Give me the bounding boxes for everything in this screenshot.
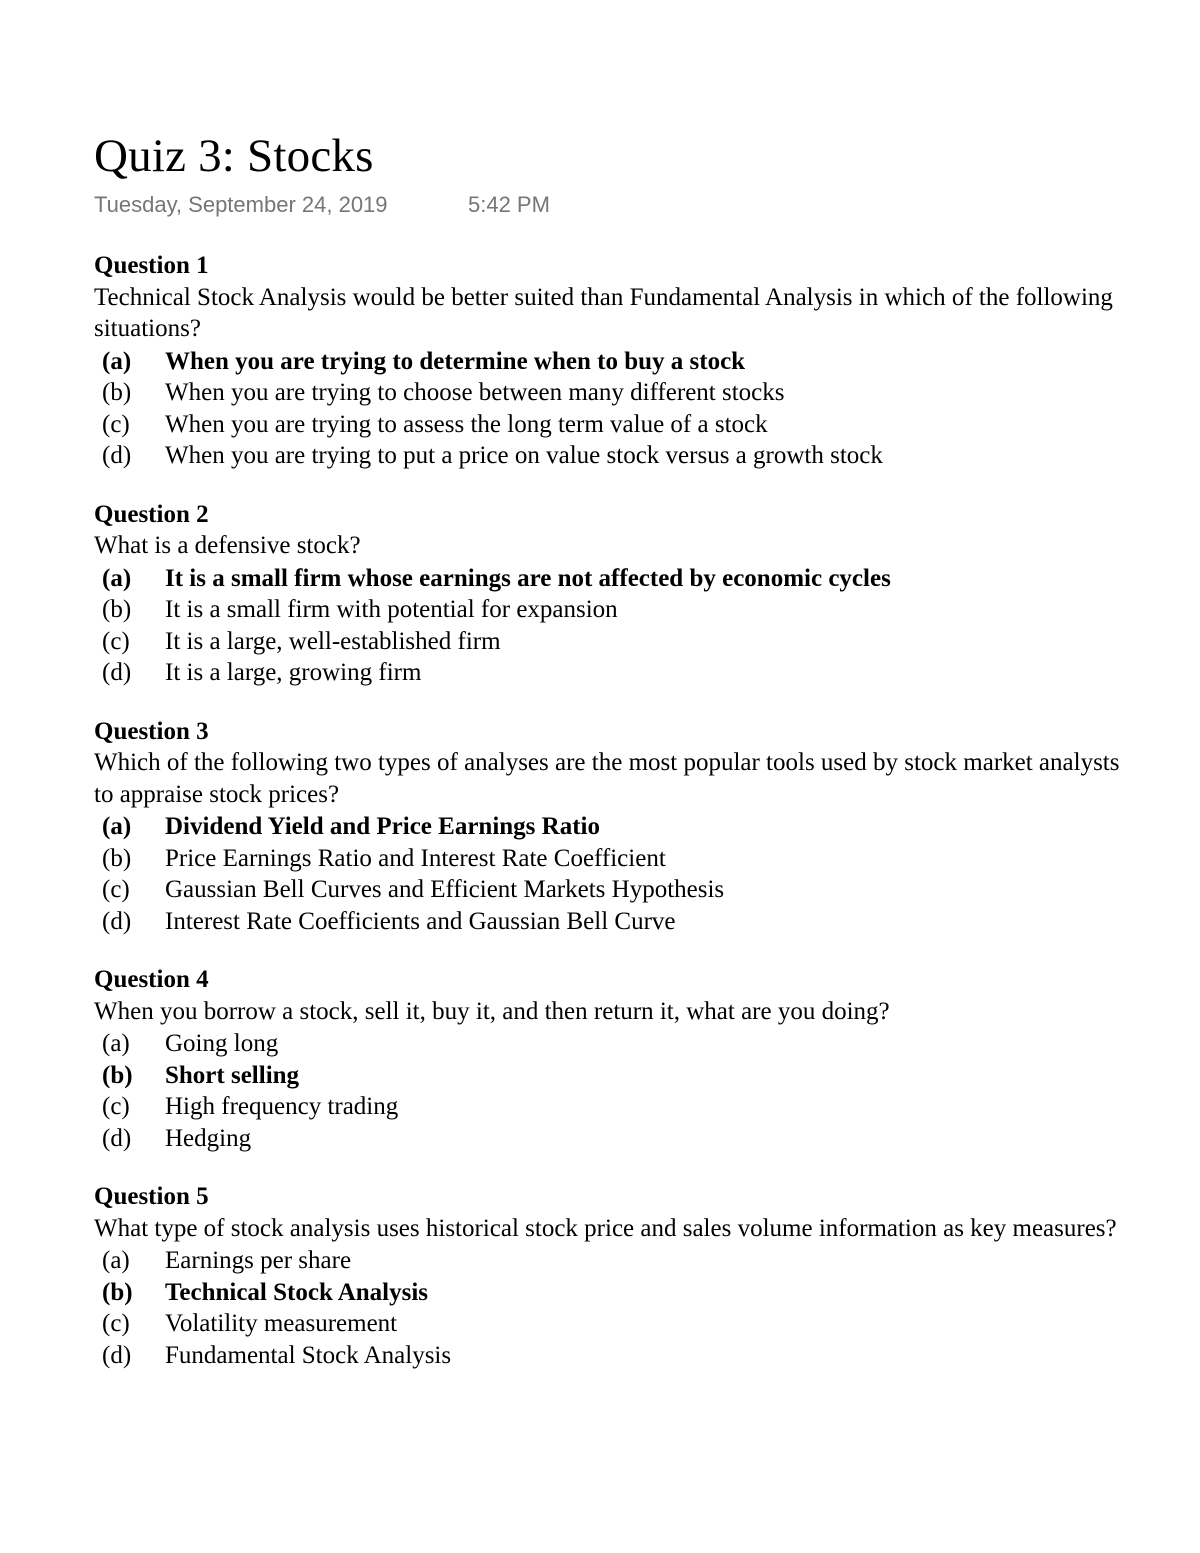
answer-option [94, 346, 1134, 378]
answer-option [94, 626, 1134, 658]
option-letter: (a) [102, 1030, 130, 1057]
question-3 [94, 716, 1134, 938]
note-time: 5:42 PM [468, 192, 550, 217]
option-letter: (d) [102, 1124, 132, 1152]
option-letter: (d) [102, 1341, 132, 1369]
option-letter: (a) [102, 347, 132, 375]
answer-option [94, 563, 1134, 595]
note-timestamp [94, 192, 1134, 222]
answer-option [94, 843, 1134, 875]
answer-option [94, 594, 1134, 626]
question-text: What is a defensive stock? [94, 532, 361, 559]
option-text: Fundamental Stock Analysis [165, 1341, 452, 1369]
option-text: Gaussian Bell Curves and Efficient Markets Hypothesis [165, 876, 725, 903]
page-title: Quiz 3: Stocks [94, 130, 374, 182]
question-heading: Question 2 [94, 500, 209, 528]
option-text: When you are trying to determine when to buy a stock [165, 347, 746, 375]
option-letter: (b) [102, 1278, 133, 1306]
answer-option [94, 874, 1134, 906]
option-text: Earnings per share [165, 1247, 352, 1274]
option-text: Going long [165, 1030, 279, 1057]
answer-option [94, 1091, 1134, 1123]
answer-options [94, 1245, 1134, 1371]
question-4 [94, 964, 1134, 1154]
note-date: Tuesday, September 24, 2019 [94, 192, 388, 217]
option-letter: (a) [102, 813, 132, 840]
option-letter: (a) [102, 564, 132, 592]
option-letter: (d) [102, 659, 132, 686]
answer-option [94, 1123, 1134, 1155]
question-text: Technical Stock Analysis would be better suited than Fundamental Analysis in which of the following situations? [94, 283, 1113, 342]
question-heading: Question 4 [94, 966, 209, 993]
option-letter: (c) [102, 876, 130, 903]
option-letter: (c) [102, 410, 130, 438]
question-2 [94, 499, 1134, 689]
option-letter: (b) [102, 379, 132, 406]
answer-option [94, 1060, 1134, 1092]
option-letter: (b) [102, 596, 132, 623]
answer-option [94, 1277, 1134, 1309]
option-letter: (b) [102, 1061, 133, 1089]
question-text: Which of the following two types of analyses are the most popular tools used by stock market analysts to appraise stock prices? [94, 749, 1120, 808]
note-page [94, 128, 1134, 1398]
option-text: Dividend Yield and Price Earnings Ratio [165, 813, 600, 840]
option-text: Volatility measurement [165, 1310, 398, 1337]
option-text: When you are trying to assess the long term value of a stock [165, 410, 768, 438]
answer-option [94, 1028, 1134, 1060]
answer-option [94, 440, 1134, 472]
answer-option [94, 1340, 1134, 1372]
option-text: Interest Rate Coefficients and Gaussian Bell Curve [165, 907, 676, 935]
option-text: It is a small firm whose earnings are not affected by economic cycles [165, 564, 891, 592]
option-letter: (a) [102, 1247, 130, 1274]
question-1 [94, 250, 1134, 472]
question-heading: Question 1 [94, 252, 209, 279]
option-letter: (d) [102, 442, 132, 469]
option-text: Hedging [165, 1124, 252, 1152]
answer-option [94, 657, 1134, 689]
option-letter: (c) [102, 1093, 130, 1120]
answer-option [94, 1308, 1134, 1340]
answer-option [94, 377, 1134, 409]
question-text: When you borrow a stock, sell it, buy it, and then return it, what are you doing? [94, 997, 890, 1025]
option-letter: (c) [102, 627, 130, 655]
option-text: It is a small firm with potential for expansion [165, 596, 618, 623]
answer-option [94, 811, 1134, 843]
answer-option [94, 906, 1134, 938]
question-heading: Question 3 [94, 717, 209, 745]
option-text: High frequency trading [165, 1093, 399, 1120]
answer-option [94, 1245, 1134, 1277]
option-text: It is a large, well-established firm [165, 627, 501, 655]
option-letter: (d) [102, 907, 132, 935]
option-text: Price Earnings Ratio and Interest Rate Coefficient [165, 844, 666, 872]
option-letter: (c) [102, 1310, 130, 1337]
answer-options [94, 346, 1134, 472]
answer-options [94, 811, 1134, 937]
option-letter: (b) [102, 844, 132, 872]
question-text: What type of stock analysis uses historical stock price and sales volume information as key measures? [94, 1214, 1117, 1242]
question-heading: Question 5 [94, 1183, 209, 1210]
answer-option [94, 409, 1134, 441]
question-list [94, 250, 1134, 1371]
answer-options [94, 563, 1134, 689]
option-text: Short selling [165, 1061, 300, 1089]
option-text: When you are trying to choose between many different stocks [165, 379, 785, 406]
option-text: When you are trying to put a price on value stock versus a growth stock [165, 442, 883, 469]
option-text: Technical Stock Analysis [165, 1278, 429, 1306]
option-text: It is a large, growing firm [165, 659, 422, 686]
answer-options [94, 1028, 1134, 1154]
question-5 [94, 1181, 1134, 1371]
